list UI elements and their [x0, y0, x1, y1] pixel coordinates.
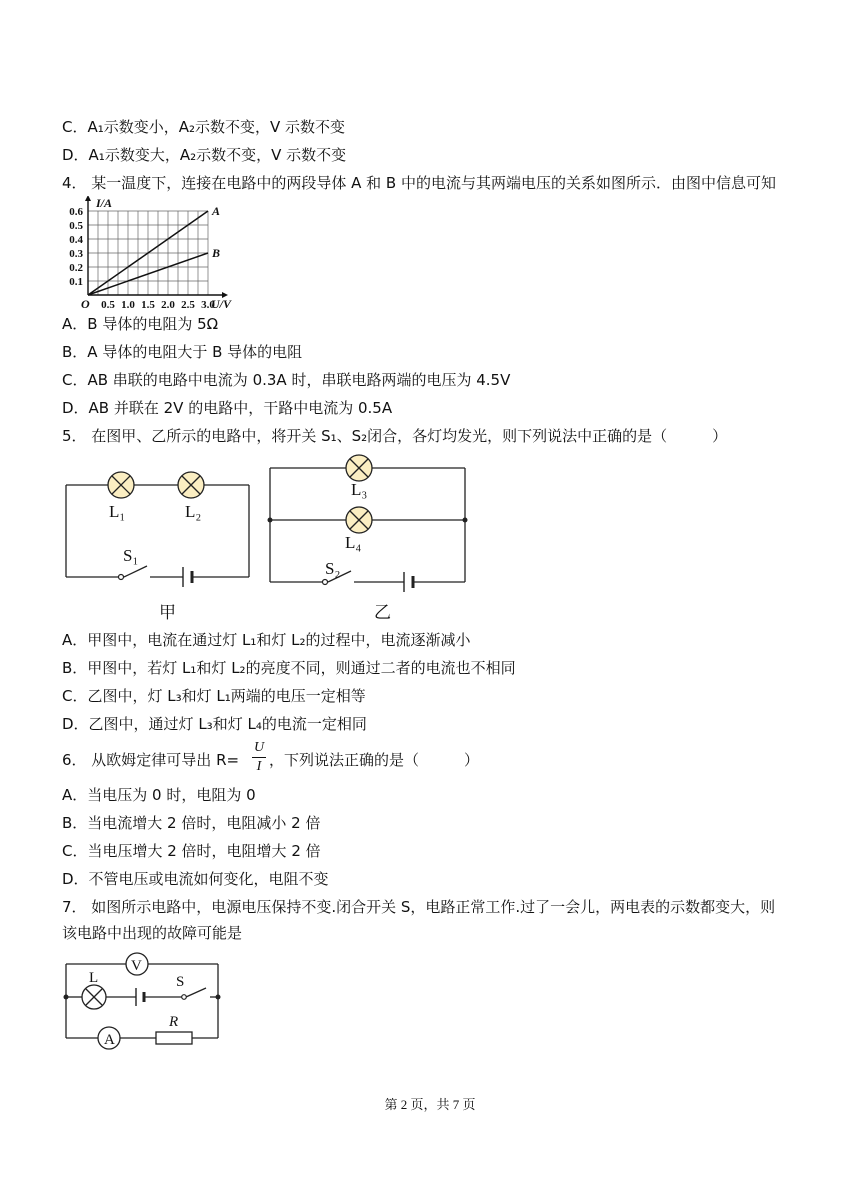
- y-tick-label: 0.6: [69, 206, 83, 218]
- resistor-icon: [156, 1032, 192, 1044]
- q4-option-d: D．AB 并联在 2V 的电路中，干路中电流为 0.5A: [62, 399, 393, 417]
- chart-xlabel: U/V: [211, 297, 232, 311]
- switch-s-icon: [182, 995, 187, 1000]
- junction-dot-right: [463, 518, 468, 523]
- q4-iu-chart: [60, 196, 250, 312]
- series-label-b: B: [212, 246, 221, 260]
- q7-stem-line2: 该电路中出现的故障可能是: [62, 924, 243, 942]
- x-tick-label: 0.5: [101, 299, 115, 311]
- q7-circuit: [58, 946, 228, 1056]
- q4-option-a: A．B 导体的电阻为 5Ω: [62, 315, 219, 333]
- ammeter-label: A: [104, 1032, 115, 1048]
- fig-yi-caption: 乙: [374, 603, 391, 623]
- q7-stem-line1: 7． 如图所示电路中，电源电压保持不变.闭合开关 S，电路正常工作.过了一会儿，两电表的示数都变大，则: [62, 898, 776, 916]
- junction-dot-left: [64, 995, 69, 1000]
- q6-fraction: [252, 740, 266, 775]
- lamp-l4-label: L₄: [345, 533, 362, 552]
- y-tick-label: 0.5: [69, 220, 83, 232]
- lamp-l1-icon: [108, 472, 134, 498]
- q5-option-d: D．乙图中，通过灯 L₃和灯 L₄的电流一定相同: [62, 715, 367, 733]
- q5-stem: 5． 在图甲、乙所示的电路中，将开关 S₁、S₂闭合，各灯均发光，则下列说法中正确的是（ ）: [62, 427, 728, 445]
- q6-option-b: B．当电流增大 2 倍时，电阻减小 2 倍: [62, 814, 321, 832]
- x-tick-label: 2.5: [181, 299, 195, 311]
- lamp-l3-label: L₃: [351, 480, 368, 499]
- y-tick-label: 0.3: [69, 248, 83, 260]
- switch-s2-icon: [323, 580, 328, 585]
- y-tick-label: 0.2: [69, 262, 83, 274]
- series-label-a: A: [212, 204, 221, 218]
- lamp-l4-icon: [346, 507, 372, 533]
- q6-fraction-numerator: U: [253, 740, 265, 755]
- lamp-l1-label: L₁: [109, 502, 126, 521]
- lamp-icon: [82, 985, 106, 1009]
- chart-origin-label: O: [81, 297, 90, 311]
- q6-stem-before: 6． 从欧姆定律可导出 R=: [62, 751, 240, 769]
- switch-s-label: S: [176, 974, 185, 990]
- junction-dot-right: [216, 995, 221, 1000]
- q5-circuit-yi: [262, 450, 477, 625]
- lamp-l2-icon: [178, 472, 204, 498]
- battery-icon: [404, 572, 413, 592]
- page-footer: 第 2 页，共 7 页: [384, 1097, 476, 1112]
- x-tick-label: 1.5: [141, 299, 155, 311]
- q5-option-b: B．甲图中，若灯 L₁和灯 L₂的亮度不同，则通过二者的电流也不相同: [62, 659, 516, 677]
- q6-stem-after: ，下列说法正确的是（ ）: [269, 751, 480, 769]
- q4-stem: 4． 某一温度下，连接在电路中的两段导体 A 和 B 中的电流与其两端电压的关系如图所示．由图中信息可知: [62, 174, 776, 192]
- q6-option-a: A．当电压为 0 时，电阻为 0: [62, 786, 256, 804]
- q6-option-c: C．当电压增大 2 倍时，电阻增大 2 倍: [62, 842, 321, 860]
- q5-option-a: A．甲图中，电流在通过灯 L₁和灯 L₂的过程中，电流逐渐减小: [62, 631, 471, 649]
- q6-option-d: D．不管电压或电流如何变化，电阻不变: [62, 870, 329, 888]
- fig-jia-caption: 甲: [159, 603, 176, 623]
- voltmeter-label: V: [131, 958, 142, 974]
- q4-option-b: B．A 导体的电阻大于 B 导体的电阻: [62, 343, 303, 361]
- switch-s2-label: S₂: [325, 559, 341, 578]
- lamp-label: L: [89, 970, 99, 986]
- x-tick-label: 3.0: [201, 299, 215, 311]
- junction-dot-left: [268, 518, 273, 523]
- lamp-l3-icon: [346, 455, 372, 481]
- chart-ylabel: I/A: [96, 196, 113, 210]
- q3-option-c: C．A₁示数变小，A₂示数不变，V 示数不变: [62, 118, 346, 136]
- switch-s1-icon: [119, 575, 124, 580]
- q5-circuit-jia: [58, 460, 258, 625]
- q5-option-c: C．乙图中，灯 L₃和灯 L₁两端的电压一定相等: [62, 687, 366, 705]
- voltmeter-icon: [126, 953, 148, 975]
- battery-icon: [136, 988, 144, 1006]
- y-tick-label: 0.1: [69, 276, 83, 288]
- x-tick-label: 1.0: [121, 299, 135, 311]
- q3-option-d: D．A₁示数变大，A₂示数不变，V 示数不变: [62, 146, 347, 164]
- x-tick-label: 2.0: [161, 299, 175, 311]
- y-axis-arrow-icon: [85, 196, 91, 201]
- lamp-l2-label: L₂: [185, 502, 202, 521]
- q6-fraction-denominator: I: [256, 759, 262, 774]
- q4-option-c: C．AB 串联的电路中电流为 0.3A 时，串联电路两端的电压为 4.5V: [62, 371, 511, 389]
- ammeter-icon: [98, 1027, 120, 1049]
- battery-icon: [183, 567, 192, 587]
- y-tick-label: 0.4: [69, 234, 83, 246]
- q6-fraction-bar: [252, 757, 266, 758]
- resistor-label: R: [169, 1014, 179, 1030]
- switch-s1-label: S₁: [123, 546, 139, 565]
